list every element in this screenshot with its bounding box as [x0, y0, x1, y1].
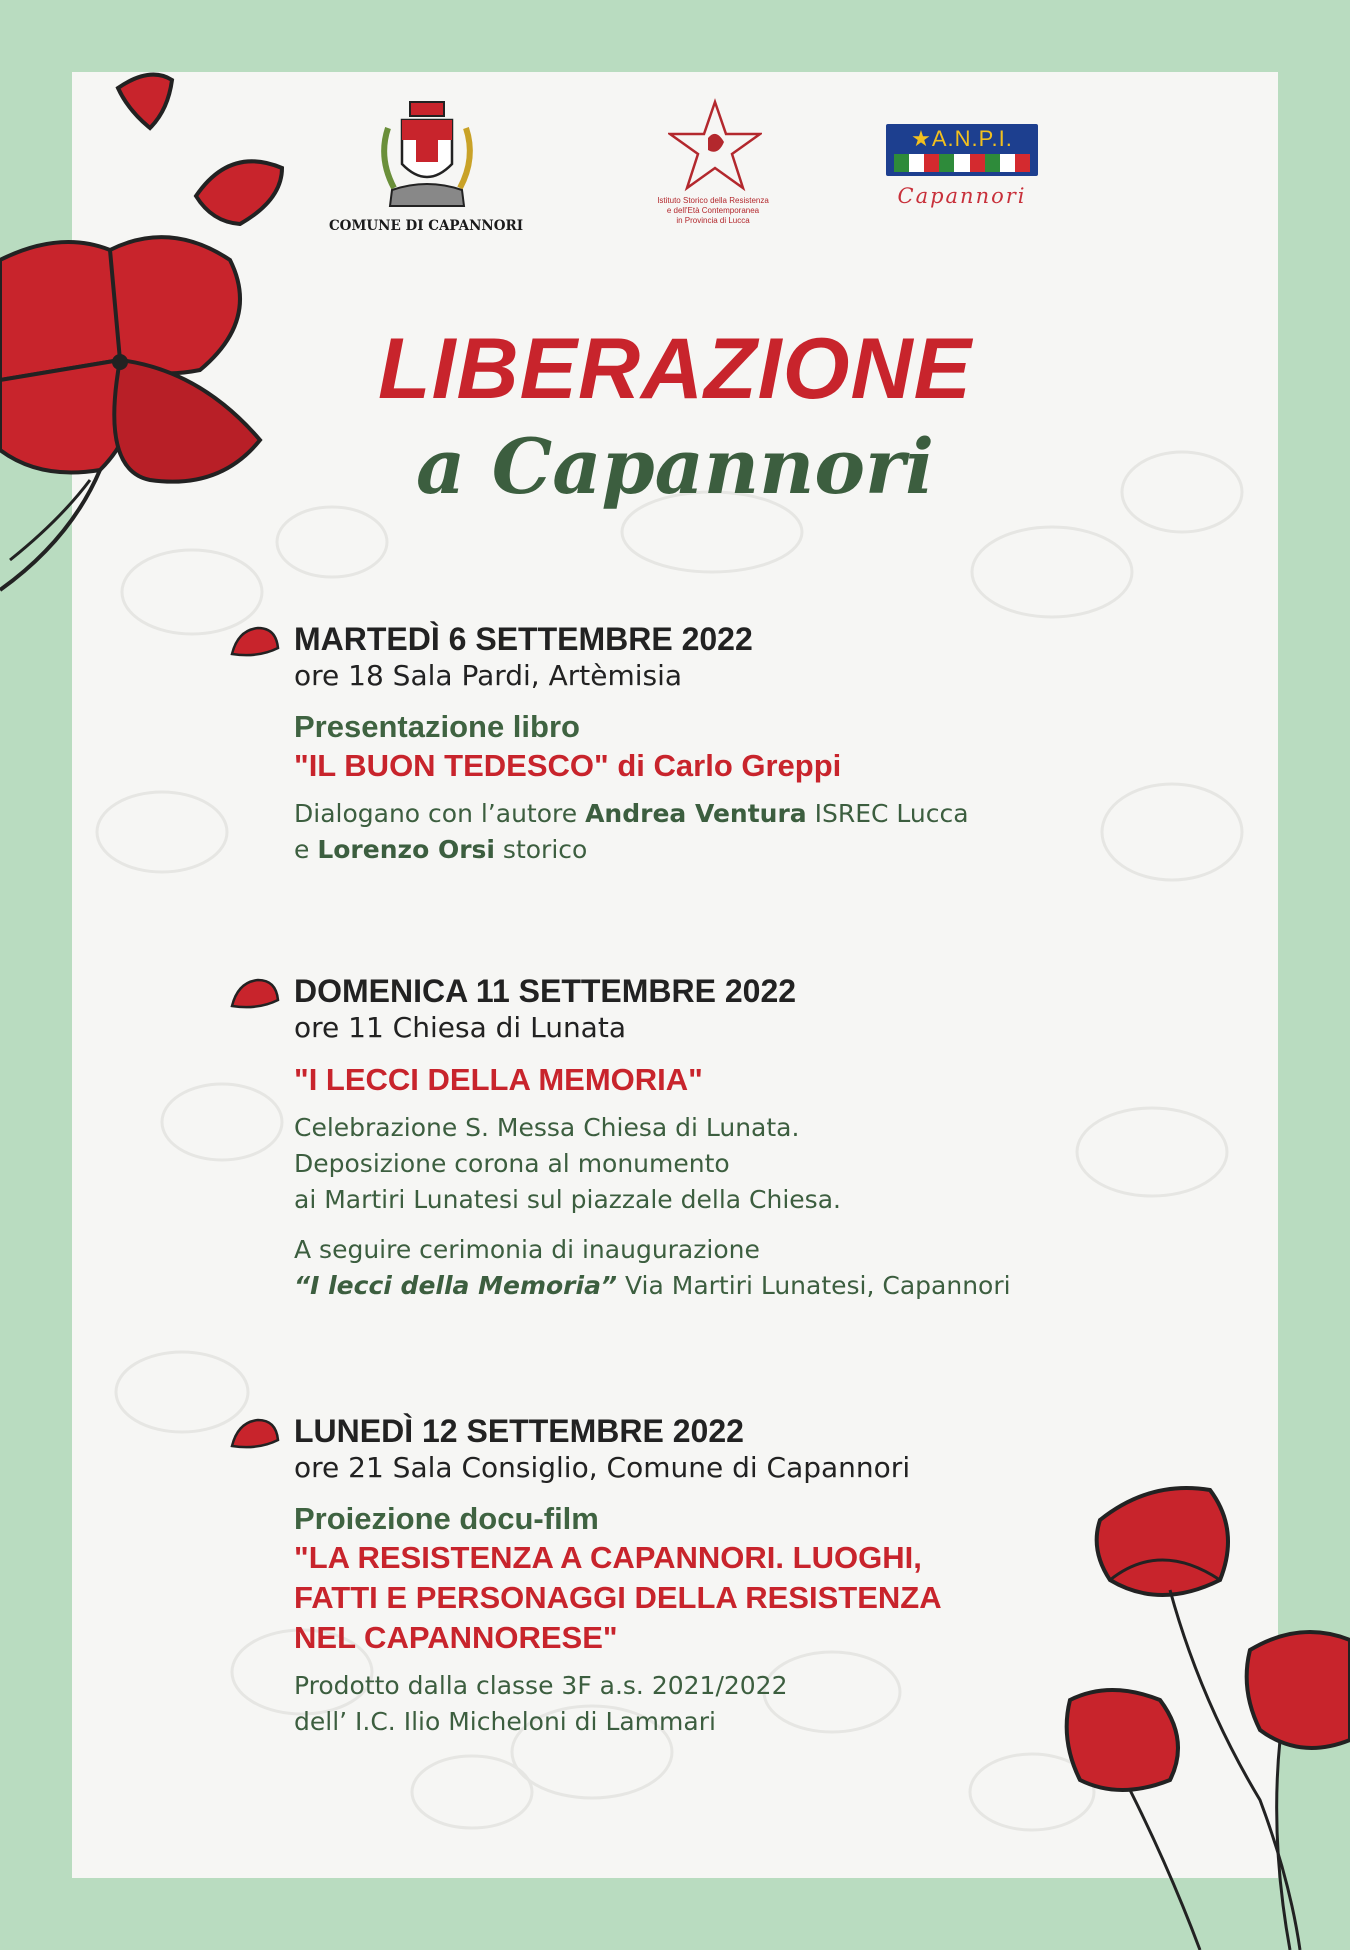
- istituto-star-icon: [668, 98, 762, 192]
- anpi-flag-icon: [894, 154, 1030, 172]
- event-1-venue: ore 18 Sala Pardi, Artèmisia: [294, 659, 683, 692]
- event-1-headline: "IL BUON TEDESCO" di Carlo Greppi: [294, 748, 842, 783]
- event-3-desc-line-1: Prodotto dalla classe 3F a.s. 2021/2022: [294, 1671, 788, 1700]
- event-3-desc-line-2: dell’ I.C. Ilio Micheloni di Lammari: [294, 1707, 716, 1736]
- event-1-date: MARTEDÌ 6 SETTEMBRE 2022: [294, 621, 753, 657]
- event-2-desc-line-2: Deposizione corona al monumento: [294, 1149, 730, 1178]
- istituto-line-3: in Provincia di Lucca: [676, 216, 750, 225]
- anpi-badge: [886, 124, 1038, 176]
- event-3: [294, 1412, 1194, 1740]
- event-3-venue: ore 21 Sala Consiglio, Comune di Capannori: [294, 1451, 911, 1484]
- event-1-desc-line-1: [294, 796, 1194, 832]
- event-2-follow-line-1: A seguire cerimonia di inaugurazione: [294, 1235, 760, 1264]
- event-2-headline: "I LECCI DELLA MEMORIA": [294, 1062, 703, 1097]
- poster-title: LIBERAZIONE: [378, 321, 972, 417]
- event-3-headline-line-1: "LA RESISTENZA A CAPANNORI. LUOGHI,: [294, 1540, 922, 1575]
- event-3-date: LUNEDÌ 12 SETTEMBRE 2022: [294, 1413, 744, 1449]
- event-2-follow-line-2: [294, 1268, 1194, 1304]
- istituto-label: [638, 196, 788, 226]
- event-2-desc-line-3: ai Martiri Lunatesi sul piazzale della Chiesa.: [294, 1185, 841, 1214]
- event-1: [294, 620, 1194, 868]
- event-2-follow-title: “I lecci della Memoria”: [294, 1271, 618, 1300]
- comune-crest-icon: [372, 98, 482, 216]
- event-3-headline-line-3: NEL CAPANNORESE": [294, 1620, 618, 1655]
- istituto-line-2: e dell'Età Contemporanea: [666, 206, 760, 215]
- anpi-label: ★A.N.P.I.: [911, 126, 1013, 151]
- poppy-petal-icon: [228, 1416, 282, 1452]
- event-3-kind: Proiezione docu-film: [294, 1501, 599, 1536]
- comune-label: COMUNE DI CAPANNORI: [328, 218, 524, 234]
- event-2-follow-place: Via Martiri Lunatesi, Capannori: [617, 1271, 1011, 1300]
- event-1-desc-line-2: [294, 832, 1194, 868]
- event-1-speaker-2: Lorenzo Orsi: [317, 835, 495, 864]
- event-1-desc-c: ISREC Lucca: [806, 799, 969, 828]
- event-2-venue: ore 11 Chiesa di Lunata: [294, 1011, 626, 1044]
- poster-sheet: [72, 72, 1278, 1878]
- event-1-kind: Presentazione libro: [294, 709, 580, 744]
- anpi-sub-label: Capannori: [897, 184, 1027, 208]
- event-1-speaker-1: Andrea Ventura: [585, 799, 807, 828]
- event-1-desc-d: e: [294, 835, 318, 864]
- poster-subtitle: a Capannori: [416, 422, 934, 511]
- event-3-headline-line-2: FATTI E PERSONAGGI DELLA RESISTENZA: [294, 1580, 942, 1615]
- logos-row: [72, 72, 1278, 292]
- event-2: [294, 972, 1194, 1304]
- event-1-desc-a: Dialogano con l’autore: [294, 799, 586, 828]
- poppy-petal-icon: [228, 976, 282, 1012]
- poppy-petal-icon: [228, 624, 282, 660]
- istituto-line-1: Istituto Storico della Resistenza: [657, 196, 769, 205]
- event-2-desc-line-1: Celebrazione S. Messa Chiesa di Lunata.: [294, 1113, 800, 1142]
- event-2-date: DOMENICA 11 SETTEMBRE 2022: [294, 973, 797, 1009]
- event-1-desc-e: storico: [494, 835, 588, 864]
